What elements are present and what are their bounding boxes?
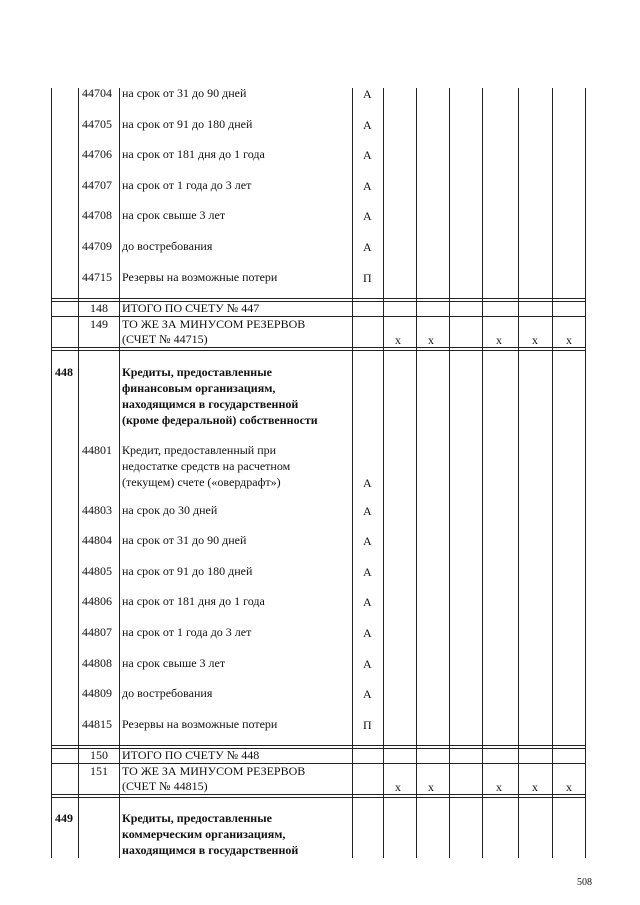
col-border-v6 [552, 88, 553, 858]
account-code: 44707 [82, 178, 112, 192]
account-code: 44807 [82, 625, 112, 639]
col-border-left [51, 88, 52, 858]
account-code: 44708 [82, 208, 112, 222]
account-name: на срок до 30 дней [122, 503, 218, 517]
section-title: Кредиты, предоставленные [122, 811, 272, 825]
total-label: ИТОГО ПО СЧЕТУ № 448 [122, 748, 260, 762]
section-title: находящимся в государственной [122, 397, 299, 411]
account-type: А [363, 87, 372, 101]
row-border [51, 298, 585, 299]
account-name: Резервы на возможные потери [122, 717, 278, 731]
col-border-v5 [518, 88, 519, 858]
account-type: П [363, 718, 372, 732]
account-code: 44705 [82, 117, 112, 131]
account-code: 44808 [82, 656, 112, 670]
row-border [51, 745, 585, 746]
account-type: А [363, 626, 372, 640]
account-code: 44806 [82, 594, 112, 608]
x-mark: x [532, 333, 538, 347]
col-border-v3 [449, 88, 450, 858]
account-name: Кредит, предоставленный при [122, 443, 277, 457]
account-name: на срок от 91 до 180 дней [122, 564, 253, 578]
account-code: 44709 [82, 239, 112, 253]
col-border-name [119, 88, 120, 858]
page-number: 508 [577, 877, 592, 888]
account-type: А [363, 595, 372, 609]
x-mark: x [566, 780, 572, 794]
col-border-mark [352, 88, 353, 858]
x-mark: x [532, 780, 538, 794]
x-mark: x [496, 780, 502, 794]
section-title: (кроме федеральной) собственности [122, 413, 318, 427]
account-name: на срок от 181 дня до 1 года [122, 147, 265, 161]
account-code: 44704 [82, 86, 112, 100]
section-title: финансовым организациям, [122, 381, 276, 395]
row-border [51, 347, 585, 348]
x-mark: x [496, 333, 502, 347]
account-name: на срок свыше 3 лет [122, 208, 226, 222]
x-mark: x [428, 333, 434, 347]
account-type: А [363, 118, 372, 132]
account-type: А [363, 179, 372, 193]
account-type: А [363, 565, 372, 579]
account-code: 44809 [82, 686, 112, 700]
account-name: на срок от 31 до 90 дней [122, 533, 247, 547]
account-code: 44801 [82, 443, 112, 457]
account-code: 44805 [82, 564, 112, 578]
account-code: 44815 [82, 717, 112, 731]
col-border-v1 [383, 88, 384, 858]
account-name: на срок от 181 дня до 1 года [122, 594, 265, 608]
account-code: 44715 [82, 270, 112, 284]
account-name: до востребования [122, 239, 213, 253]
account-name: на срок от 31 до 90 дней [122, 86, 247, 100]
account-type: А [363, 148, 372, 162]
account-type: П [363, 271, 372, 285]
line-number: 150 [90, 748, 108, 762]
account-name: на срок от 91 до 180 дней [122, 117, 253, 131]
row-border [51, 794, 585, 795]
account-code: 44706 [82, 147, 112, 161]
col-border-v2 [416, 88, 417, 858]
section-title: Кредиты, предоставленные [122, 365, 272, 379]
col-border-right [585, 88, 586, 858]
line-number: 149 [90, 317, 108, 331]
section-code: 449 [55, 811, 73, 825]
account-type: А [363, 534, 372, 548]
col-border-v4 [482, 88, 483, 858]
section-title: находящимся в государственной [122, 843, 299, 857]
line-number: 148 [90, 301, 108, 315]
total-label: ИТОГО ПО СЧЕТУ № 447 [122, 301, 260, 315]
account-code: 44804 [82, 533, 112, 547]
row-border [51, 797, 585, 798]
account-name: на срок от 1 года до 3 лет [122, 625, 252, 639]
account-type: А [363, 657, 372, 671]
account-type: А [363, 476, 372, 490]
net-total-label: ТО ЖЕ ЗА МИНУСОМ РЕЗЕРВОВ [122, 317, 306, 331]
col-border-code [78, 88, 79, 858]
x-mark: x [395, 780, 401, 794]
account-name: (текущем) счете («овердрафт») [122, 475, 281, 489]
account-type: А [363, 687, 372, 701]
account-name: Резервы на возможные потери [122, 270, 278, 284]
section-title: коммерческим организациям, [122, 827, 286, 841]
account-type: А [363, 504, 372, 518]
account-type: А [363, 240, 372, 254]
account-name: на срок от 1 года до 3 лет [122, 178, 252, 192]
line-number: 151 [90, 764, 108, 778]
net-total-account: (СЧЕТ № 44815) [122, 779, 208, 793]
account-name: до востребования [122, 686, 213, 700]
net-total-account: (СЧЕТ № 44715) [122, 332, 208, 346]
x-mark: x [395, 333, 401, 347]
section-code: 448 [55, 365, 73, 379]
account-type: А [363, 209, 372, 223]
row-border [51, 350, 585, 351]
account-code: 44803 [82, 503, 112, 517]
account-name: недостатке средств на расчетном [122, 459, 291, 473]
x-mark: x [428, 780, 434, 794]
x-mark: x [566, 333, 572, 347]
net-total-label: ТО ЖЕ ЗА МИНУСОМ РЕЗЕРВОВ [122, 764, 306, 778]
account-name: на срок свыше 3 лет [122, 656, 226, 670]
